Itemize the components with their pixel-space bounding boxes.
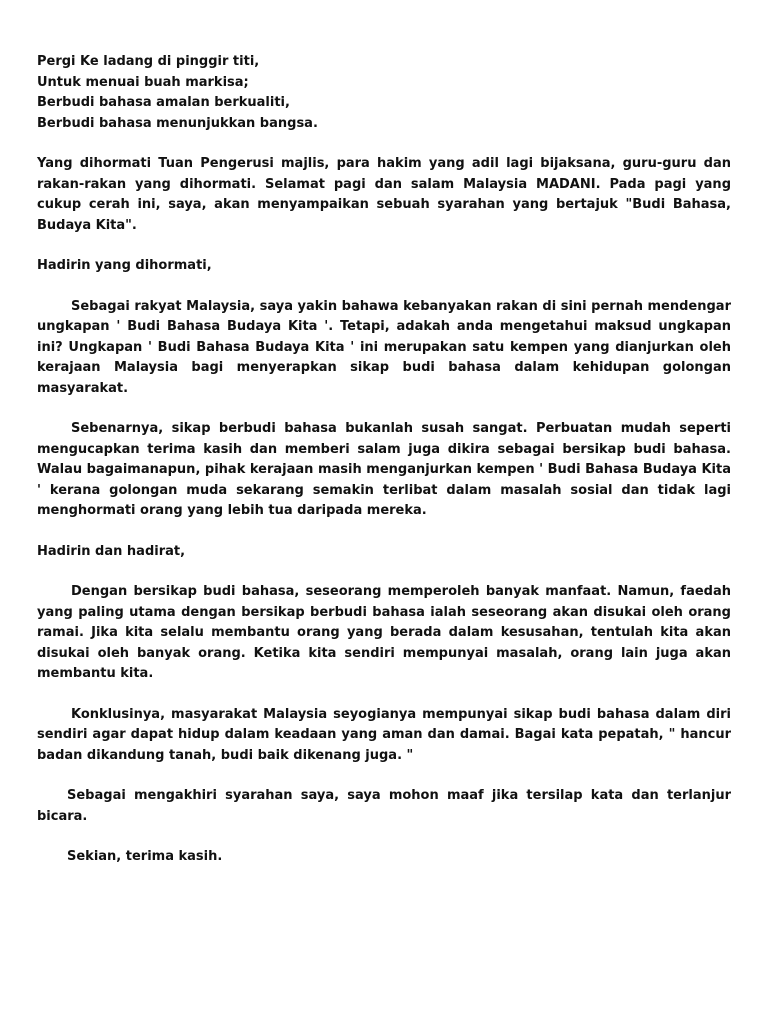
salutation-1: Hadirin yang dihormati, [37,258,212,273]
pantun-line-3: Berbudi bahasa amalan berkualiti, [37,95,290,110]
opening-paragraph: Yang dihormati Tuan Pengerusi majlis, para hakim yang adil lagi bijaksana, guru-guru dan rakan-rakan yang dihormati. Selamat pagi dan salam Malaysia MADANI. Pada pagi yang cukup cerah ini, saya, akan menyampaikan sebuah syarahan yang bertajuk "Budi Bahasa, Budaya Kita". [37,156,731,233]
body-paragraph-1: Sebagai rakyat Malaysia, saya yakin bahawa kebanyakan rakan di sini pernah mendengar ungkapan ' Budi Bahasa Budaya Kita '. Tetapi, adakah anda mengetahui maksud ungkapan ini? Ungkapan ' Budi Bahasa Budaya Kita ' ini merupakan satu kempen yang dianjurkan oleh kerajaan Malaysia bagi menyerapkan sikap budi bahasa dalam kehidupan golongan masyarakat. [37,298,731,396]
pantun-line-2: Untuk menuai buah markisa; [37,74,249,90]
pantun-verse [37,52,731,134]
body-paragraph-2: Sebenarnya, sikap berbudi bahasa bukanlah susah sangat. Perbuatan mudah seperti mengucapkan terima kasih dan memberi salam juga dikira sebagai bersikap budi bahasa. Walau bagaimanapun, pihak kerajaan masih menganjurkan kempen ' Budi Bahasa Budaya Kita ' kerana golongan muda sekarang semakin terlibat dalam masalah sosial dan tidak lagi menghormati orang yang lebih tua daripada mereka. [37,421,731,518]
pantun-line-1: Pergi Ke ladang di pinggir titi, [37,54,260,69]
speech-document [37,52,731,868]
salutation-2: Hadirin dan hadirat, [37,543,186,559]
body-paragraph-5: Sebagai mengakhiri syarahan saya, saya mohon maaf jika tersilap kata dan terlanjur bicara. [37,788,731,824]
body-paragraph-4: Konklusinya, masyarakat Malaysia seyogianya mempunyai sikap budi bahasa dalam diri sendiri agar dapat hidup dalam keadaan yang aman dan damai. Bagai kata pepatah, " hancur badan dikandung tanah, budi baik dikenang juga. " [37,706,731,763]
body-paragraph-3: Dengan bersikap budi bahasa, seseorang memperoleh banyak manfaat. Namun, faedah yang paling utama dengan bersikap berbudi bahasa ialah seseorang akan disukai oleh orang ramai. Jika kita selalu membantu orang yang berada dalam kesusahan, tentulah kita akan disukai oleh banyak orang. Ketika kita sendiri mempunyai masalah, orang lain juga akan membantu kita. [37,584,731,681]
closing-line: Sekian, terima kasih. [67,849,223,864]
pantun-line-4: Berbudi bahasa menunjukkan bangsa. [37,115,318,131]
